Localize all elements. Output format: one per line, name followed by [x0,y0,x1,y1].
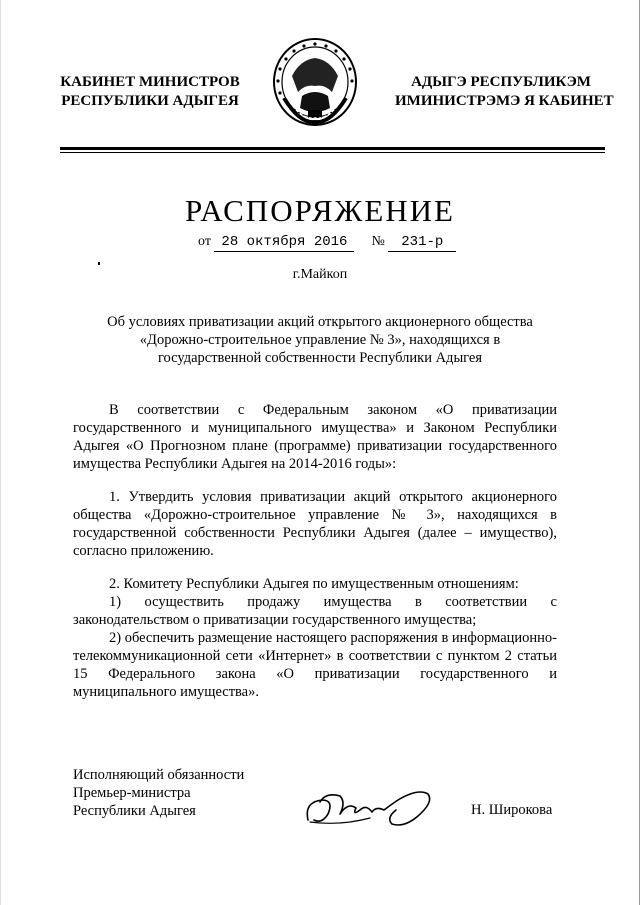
item-2-block [73,575,557,701]
number-field [388,233,456,252]
signatory-name: Н. Широкова [471,802,553,818]
document-title: РАСПОРЯЖЕНИЕ [185,193,455,228]
date-number-line [198,233,456,252]
subject-line: Об условиях приватизации акций открытого акционерного общества [107,314,533,330]
signatory-position-line: Премьер-министра [73,785,191,801]
signatory-position [73,766,244,820]
signatory-position-line: Исполняющий обязанности [73,767,245,783]
item-2-subitem-2: 2) обеспечить размещение настоящего распоряжения в информационно-телекоммуникационной сети «Интернет» в соответствии с пунктом 2 статьи 15 Федерального закона «О приватизации государственного и муниципального имущества». [73,630,557,700]
number-value: 231-р [401,234,444,250]
header-right-line: ИМИНИСТРЭМЭ Я КАБИНЕТ [395,93,614,109]
item-2-subitem-1: 1) осуществить продажу имущества в соответствии с законодательством о приватизации государственного имущества; [73,594,557,628]
signatory-position-line: Республики Адыгея [73,803,196,819]
coat-of-arms-emblem [270,36,360,134]
document-subject [80,313,560,367]
header-left [55,73,245,111]
header-right [395,73,614,111]
header-rule-thin [60,152,605,153]
item-1-paragraph: 1. Утвердить условия приватизации акций открытого акционерного общества «Дорожно-строительное управление № 3», находящихся в государственной собственности Республики Адыгея (далее – имущество), согласно приложению. [73,489,557,559]
date-from-label: от [198,234,211,249]
date-value: 28 октября 2016 [221,234,348,250]
header-left-line: КАБИНЕТ МИНИСТРОВ [60,74,240,90]
number-label: № [371,234,385,249]
header-right-line: АДЫГЭ РЕСПУБЛИКЭМ [411,74,591,90]
subject-line: «Дорожно-строительное управление № 3», находящихся в [139,332,501,348]
header-left-line: РЕСПУБЛИКИ АДЫГЕЯ [61,93,239,109]
header-rule-thick [60,147,605,150]
city: г.Майкоп [292,267,348,282]
subject-line: государственной собственности Республики Адыгея [157,350,483,366]
scan-speck [98,262,100,265]
item-2-intro: 2. Комитету Республики Адыгея по имущественным отношениям: [109,576,519,592]
preamble-paragraph: В соответствии с Федеральным законом «О приватизации государственного и муниципального имущества» и Законом Республики Адыгея «О Прогнозном плане (программе) приватизации государственного имущества Республики Адыгея на 2014-2016 годы»: [73,402,557,472]
handwritten-signature [300,780,440,840]
date-field [214,233,354,252]
